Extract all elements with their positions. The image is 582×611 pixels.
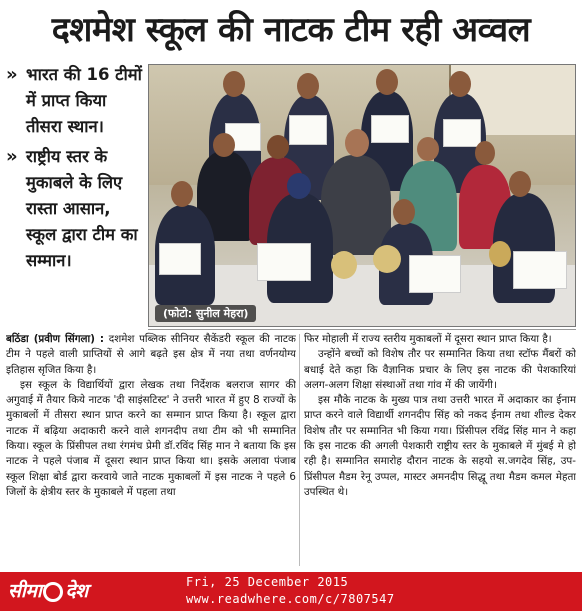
edition-date: Fri, 25 December 2015	[186, 575, 349, 589]
bullet-arrow-icon: »	[6, 146, 18, 167]
summary-bullet	[6, 144, 144, 274]
article-paragraph: फिर मोहाली में राज्य स्तरीय मुकाबलों में दूसरा स्थान प्राप्त किया है।	[304, 333, 552, 345]
summary-bullet-text: भारत की 16 टीमों में प्राप्त किया तीसरा स्थान।	[26, 65, 142, 136]
logo-ring-icon	[43, 582, 63, 602]
logo-text-left: सीमा	[8, 580, 42, 602]
group-photo	[148, 64, 576, 327]
summary-bullets	[6, 62, 144, 278]
summary-bullet-text: राष्ट्रीय स्तर के मुकाबले के लिए रास्ता आसान, स्कूल द्वारा टीम का सम्मान।	[26, 147, 138, 270]
article-paragraph-text: दशमेश पब्लिक सीनियर सैकेंडरी स्कूल की नाटक टीम ने पहले वाली प्राप्तियों से आगे बढ़ते इस क्षेत्र में नया तथा वर्णनयोग्य इतिहास सृजित किया है।	[6, 333, 296, 376]
newspaper-logo	[8, 576, 88, 606]
footer-bar	[0, 572, 582, 611]
column-divider	[299, 334, 300, 566]
article-column-2	[304, 332, 576, 570]
article-paragraph	[6, 332, 296, 378]
article-column-1	[6, 332, 296, 570]
dateline: बठिंडा (प्रवीण सिंगला) :	[6, 333, 105, 345]
bullet-arrow-icon: »	[6, 64, 18, 85]
article-paragraph: उन्होंने बच्चों को विशेष तौर पर सम्मानित किया तथा स्टॉफ मैंबरों को बधाई देते कहा कि वैज्ञानिक प्रचार के लिए इस नाटक की पेशकारियां अलग-अलग शिक्षा संस्थाओं तथा गांव में की जायेंगी।	[304, 348, 576, 391]
logo-text-right: देश	[65, 580, 88, 602]
summary-bullet	[6, 62, 144, 140]
photo-rule	[148, 329, 576, 330]
photo-credit: (फोटो: सुनील मेहरा)	[155, 305, 256, 322]
headline: दशमेश स्कूल की नाटक टीम रही अव्वल	[51, 10, 531, 50]
article-paragraph: इस स्कूल के विद्यार्थियों द्वारा लेखक तथा निर्देशक बलराज सागर की अगुवाई में तैयार किये नाटक 'दी साइंसटिस्ट' ने उत्तरी भारत में हुए 8 राज्यों के मुकाबलों में तीसरा स्थान प्राप्त करने का सम्मान प्राप्त किया है। स्कूल द्वारा नाटक में बढ़िया अदाकारी करने वाले शगनदीप तथा टीम को भी सम्मानित किया। स्कूल के प्रिंसीपल तथा रंगमंच प्रेमी डॉ.रविंद सिंह मान ने बताया कि इस नाटक ने पहले पंजाब में दूसरा स्थान प्राप्त किया था। इसके अलावा पंजाब स्कूल शिक्षा बोर्ड द्वारा करवाये जाते नाटक मुकाबलों में इस नाटक ने पहले 6 जिलों के क्षेत्रीय स्तर के मुकाबले में पहला तथा	[6, 378, 296, 498]
source-url[interactable]: www.readwhere.com/c/7807547	[186, 592, 395, 606]
article-paragraph: इस मौके नाटक के मुख्य पात्र तथा उत्तरी भारत में अदाकार का ईनाम प्राप्त करने वाले विद्यार्थी शगनदीप सिंह को नकद ईनाम तथा शील्ड देकर विशेष तौर पर सम्मानित भी किया गया। प्रिंसीपल रविंद्र सिंह मान ने कहा कि इस नाटक की अगली पेशकारी राष्ट्रीय स्तर के मुकाबले में मुंबई मे हो रही है। सम्मानित समारोह दौरान नाटक के सहयो स.जगदेव सिंह, उप-प्रिंसीपल मैडम रेनू उप्पल, मास्टर अमनदीप सिद्धू तथा मैडम कमल मेहता उपस्थित थे।	[304, 394, 576, 498]
